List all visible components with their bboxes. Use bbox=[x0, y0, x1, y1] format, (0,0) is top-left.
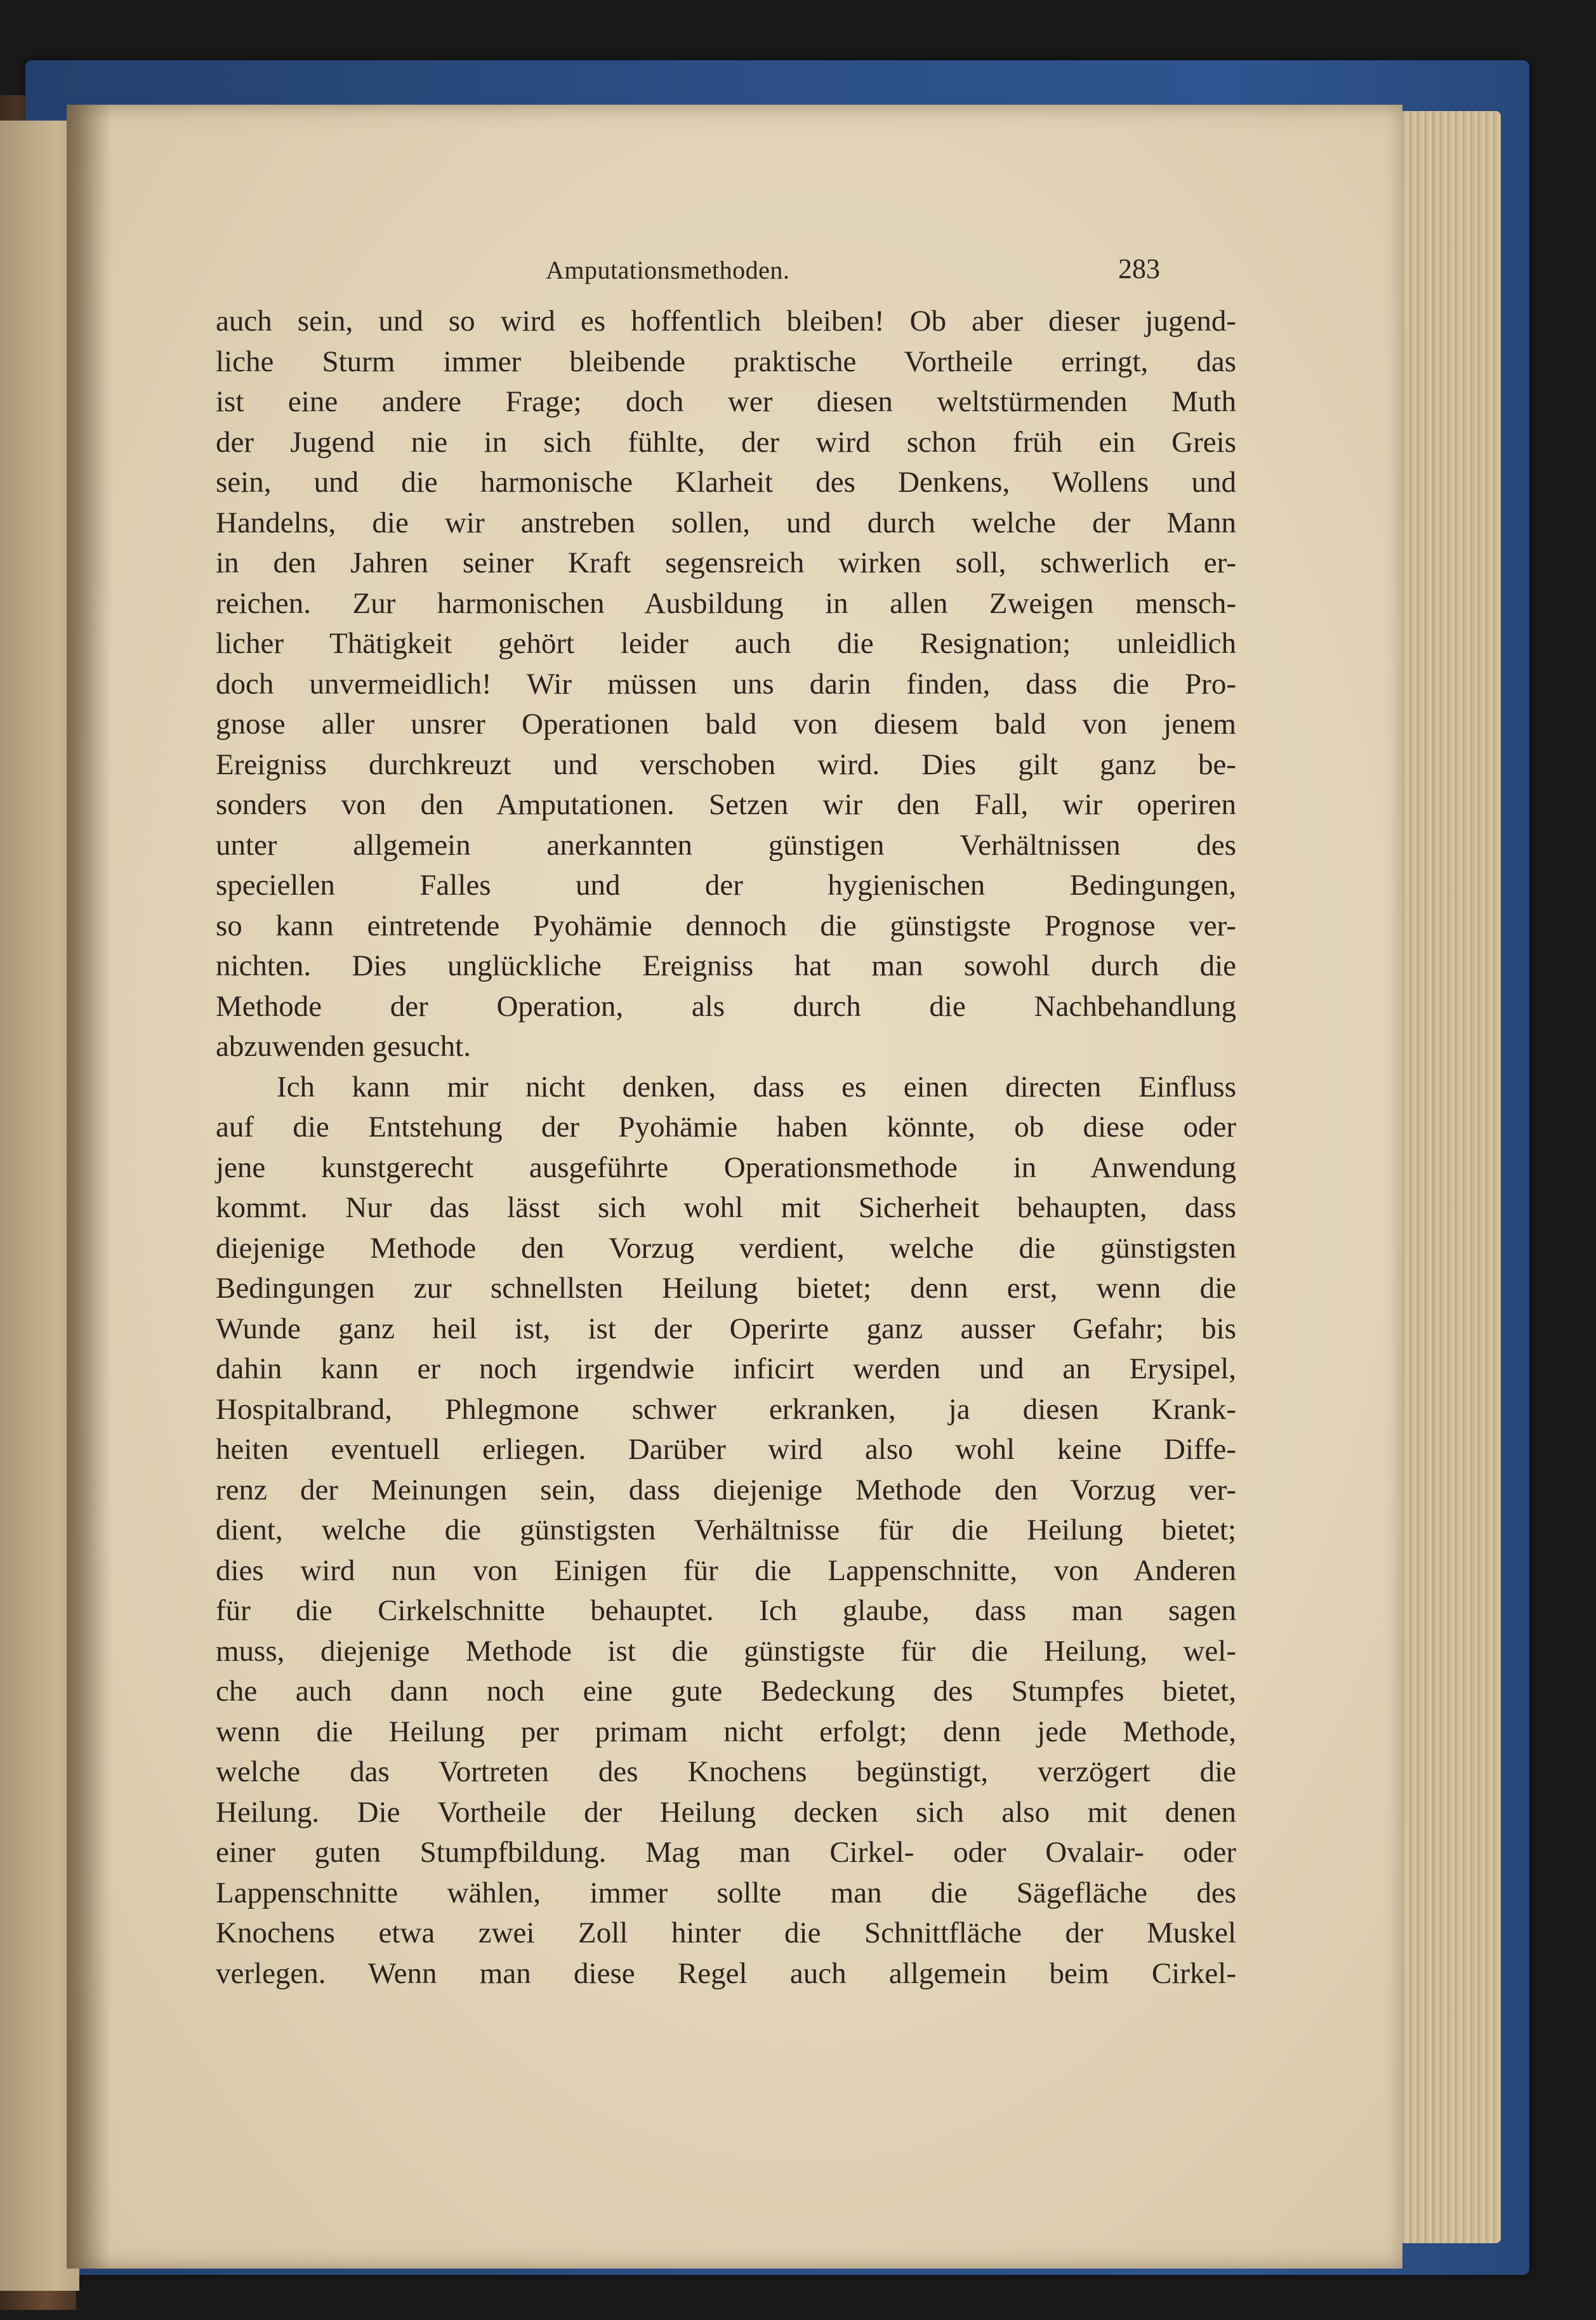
text-line: Methode der Operation, als durch die Nachbehandlung bbox=[216, 989, 1236, 1023]
text-line: verlegen. Wenn man diese Regel auch allgemein beim Cirkel- bbox=[216, 1956, 1236, 1990]
text-line: diejenige Methode den Vorzug verdient, welche die günstigsten bbox=[216, 1231, 1236, 1265]
text-line: in den Jahren seiner Kraft segensreich wirken soll, schwerlich er- bbox=[216, 546, 1236, 579]
text-line: renz der Meinungen sein, dass diejenige Methode den Vorzug ver- bbox=[216, 1473, 1236, 1506]
text-line: für die Cirkelschnitte behauptet. Ich glaube, dass man sagen bbox=[216, 1594, 1236, 1627]
text-line: muss, diejenige Methode ist die günstigste für die Heilung, wel- bbox=[216, 1634, 1236, 1668]
text-line: licher Thätigkeit gehört leider auch die Resignation; unleidlich bbox=[216, 627, 1236, 660]
text-line: auf die Entstehung der Pyohämie haben könnte, ob diese oder bbox=[216, 1111, 1236, 1144]
text-line: Hospitalbrand, Phlegmone schwer erkranken, ja diesen Krank- bbox=[216, 1392, 1236, 1426]
text-line: nichten. Dies unglückliche Ereigniss hat man sowohl durch die bbox=[216, 949, 1236, 982]
text-line: einer guten Stumpfbildung. Mag man Cirkel- oder Ovalair- oder bbox=[216, 1836, 1236, 1869]
text-line: abzuwenden gesucht. bbox=[216, 1030, 471, 1063]
text-line: Knochens etwa zwei Zoll hinter die Schnittfläche der Muskel bbox=[216, 1916, 1236, 1949]
text-line: Wunde ganz heil ist, ist der Operirte ganz ausser Gefahr; bis bbox=[216, 1312, 1236, 1345]
text-line: speciellen Falles und der hygienischen Bedingungen, bbox=[216, 869, 1236, 902]
text-line: dies wird nun von Einigen für die Lappenschnitte, von Anderen bbox=[216, 1553, 1236, 1587]
book-page bbox=[67, 105, 1402, 2269]
text-line: Handelns, die wir anstreben sollen, und durch welche der Mann bbox=[216, 506, 1236, 539]
text-line: che auch dann noch eine gute Bedeckung des Stumpfes bietet, bbox=[216, 1675, 1236, 1708]
text-line: gnose aller unsrer Operationen bald von diesem bald von jenem bbox=[216, 708, 1236, 741]
body-text bbox=[216, 301, 1236, 1994]
text-line: sein, und die harmonische Klarheit des Denkens, Wollens und bbox=[216, 466, 1236, 499]
text-line: wenn die Heilung per primam nicht erfolgt; denn jede Methode, bbox=[216, 1715, 1236, 1748]
text-line: jene kunstgerecht ausgeführte Operationsmethode in Anwendung bbox=[216, 1150, 1236, 1184]
text-line: reichen. Zur harmonischen Ausbildung in allen Zweigen mensch- bbox=[216, 586, 1236, 620]
text-line: der Jugend nie in sich fühlte, der wird schon früh ein Greis bbox=[216, 425, 1236, 459]
text-line: so kann eintretende Pyohämie dennoch die günstigste Prognose ver- bbox=[216, 909, 1236, 942]
text-line: welche das Vortreten des Knochens begünstigt, verzögert die bbox=[216, 1755, 1236, 1788]
page-header bbox=[67, 255, 1402, 293]
text-line: dient, welche die günstigsten Verhältnisse für die Heilung bietet; bbox=[216, 1513, 1236, 1546]
text-line: unter allgemein anerkannten günstigen Verhältnissen des bbox=[216, 828, 1236, 862]
page-number: 283 bbox=[1118, 253, 1160, 284]
text-line: heiten eventuell erliegen. Darüber wird also wohl keine Diffe- bbox=[216, 1433, 1236, 1466]
text-line: auch sein, und so wird es hoffentlich bleiben! Ob aber dieser jugend- bbox=[216, 305, 1236, 338]
text-line: liche Sturm immer bleibende praktische Vortheile erringt, das bbox=[216, 345, 1236, 378]
text-line: dahin kann er noch irgendwie inficirt werden und an Erysipel, bbox=[216, 1352, 1236, 1385]
page-block-edges bbox=[1390, 111, 1501, 2243]
text-line: ist eine andere Frage; doch wer diesen weltstürmenden Muth bbox=[216, 385, 1236, 418]
gutter-shadow bbox=[67, 105, 111, 2269]
text-line: kommt. Nur das lässt sich wohl mit Sicherheit behaupten, dass bbox=[216, 1191, 1236, 1224]
text-line: sonders von den Amputationen. Setzen wir den Fall, wir operiren bbox=[216, 788, 1236, 821]
text-line: Ereigniss durchkreuzt und verschoben wird. Dies gilt ganz be- bbox=[216, 748, 1236, 781]
text-line: Heilung. Die Vortheile der Heilung decken sich also mit denen bbox=[216, 1795, 1236, 1829]
text-line: Ich kann mir nicht denken, dass es einen directen Einfluss bbox=[277, 1070, 1236, 1104]
text-line: Bedingungen zur schnellsten Heilung bietet; denn erst, wenn die bbox=[216, 1272, 1236, 1305]
running-title: Amputationsmethoden. bbox=[546, 256, 790, 284]
text-line: Lappenschnitte wählen, immer sollte man die Sägefläche des bbox=[216, 1876, 1236, 1909]
text-line: doch unvermeidlich! Wir müssen uns darin finden, dass die Pro- bbox=[216, 667, 1236, 701]
